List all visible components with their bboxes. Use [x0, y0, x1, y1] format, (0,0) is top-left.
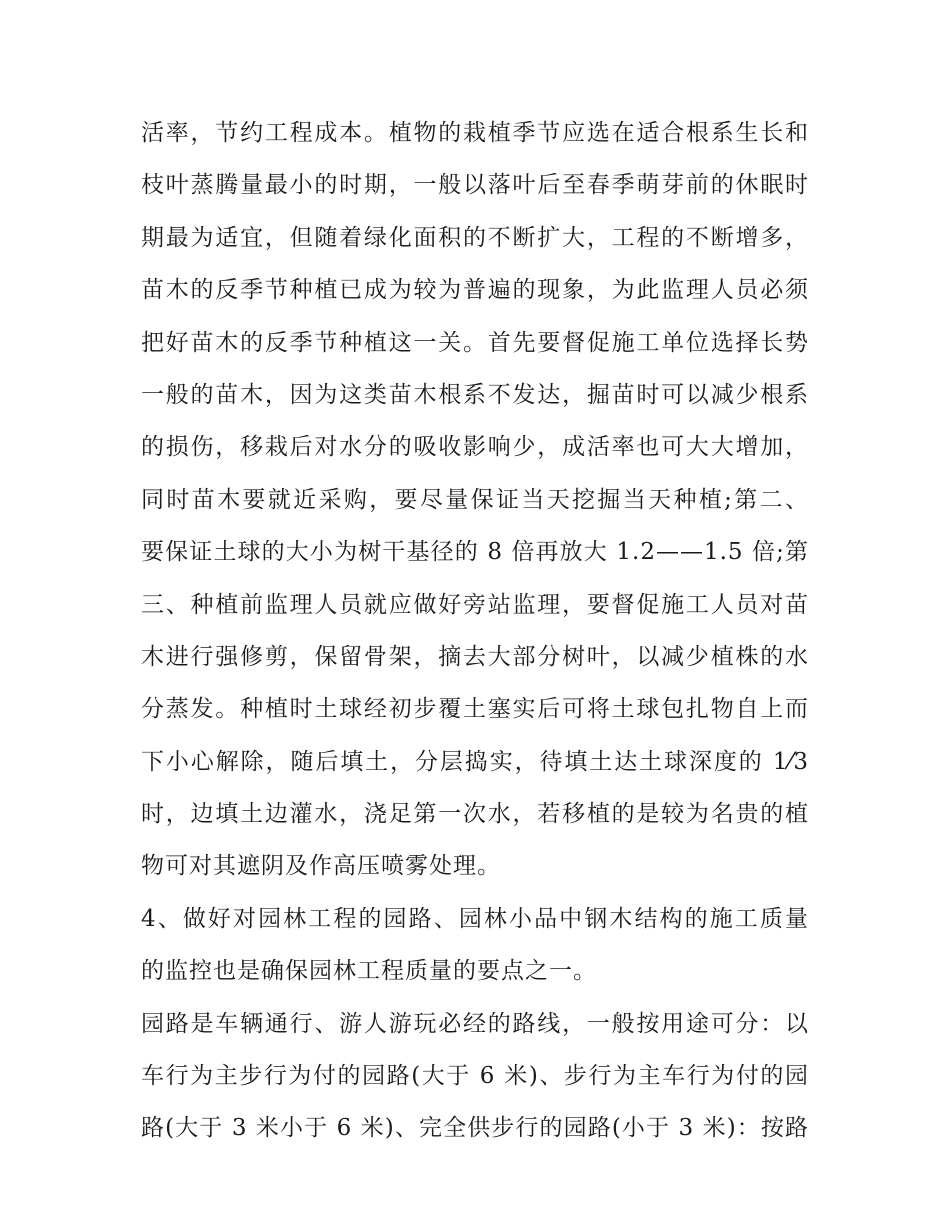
text-line: 的监控也是确保园林工程质量的要点之一。 — [141, 958, 597, 985]
text-line: 期最为适宜，但随着绿化面积的不断扩大，工程的不断增多， — [141, 224, 809, 251]
text-line: 苗木的反季节种植已成为较为普遍的现象，为此监理人员必须 — [141, 277, 809, 304]
text-line: 路(大于 3 米小于 6 米)、完全供步行的园路(小于 3 米)：按路 — [141, 1115, 809, 1142]
text-line: 车行为主步行为付的园路(大于 6 米)、步行为主车行为付的园 — [141, 1063, 809, 1090]
text-line: 一般的苗木，因为这类苗木根系不发达，掘苗时可以减少根系 — [141, 381, 809, 408]
text-line: 物可对其遮阴及作高压喷雾处理。 — [141, 853, 501, 880]
body-text — [141, 107, 821, 1155]
text-line: 的损伤，移栽后对水分的吸收影响少，成活率也可大大增加， — [141, 434, 809, 461]
text-line: 4、做好对园林工程的园路、园林小品中钢木结构的施工质量 — [141, 905, 809, 932]
text-line: 三、种植前监理人员就应做好旁站监理，要督促施工人员对苗 — [141, 591, 809, 618]
text-line: 枝叶蒸腾量最小的时期，一般以落叶后至春季萌芽前的休眠时 — [141, 172, 809, 199]
text-line: 时，边填土边灌水，浇足第一次水，若移植的是较为名贵的植 — [141, 801, 809, 828]
text-line: 下小心解除，随后填土，分层捣实，待填土达土球深度的 1⁄3 — [141, 748, 809, 775]
text-line: 分蒸发。种植时土球经初步覆土塞实后可将土球包扎物自上而 — [141, 696, 809, 723]
text-line: 要保证土球的大小为树干基径的 8 倍再放大 1.2——1.5 倍;第 — [141, 539, 809, 566]
text-line: 园路是车辆通行、游人游玩必经的路线，一般按用途可分：以 — [141, 1010, 809, 1037]
text-line: 活率，节约工程成本。植物的栽植季节应选在适合根系生长和 — [141, 120, 809, 146]
text-line: 同时苗木要就近采购，要尽量保证当天挖掘当天种植;第二、 — [141, 486, 809, 513]
text-line: 木进行强修剪，保留骨架，摘去大部分树叶，以减少植株的水 — [141, 643, 809, 670]
text-line: 把好苗木的反季节种植这一关。首先要督促施工单位选择长势 — [141, 329, 809, 356]
